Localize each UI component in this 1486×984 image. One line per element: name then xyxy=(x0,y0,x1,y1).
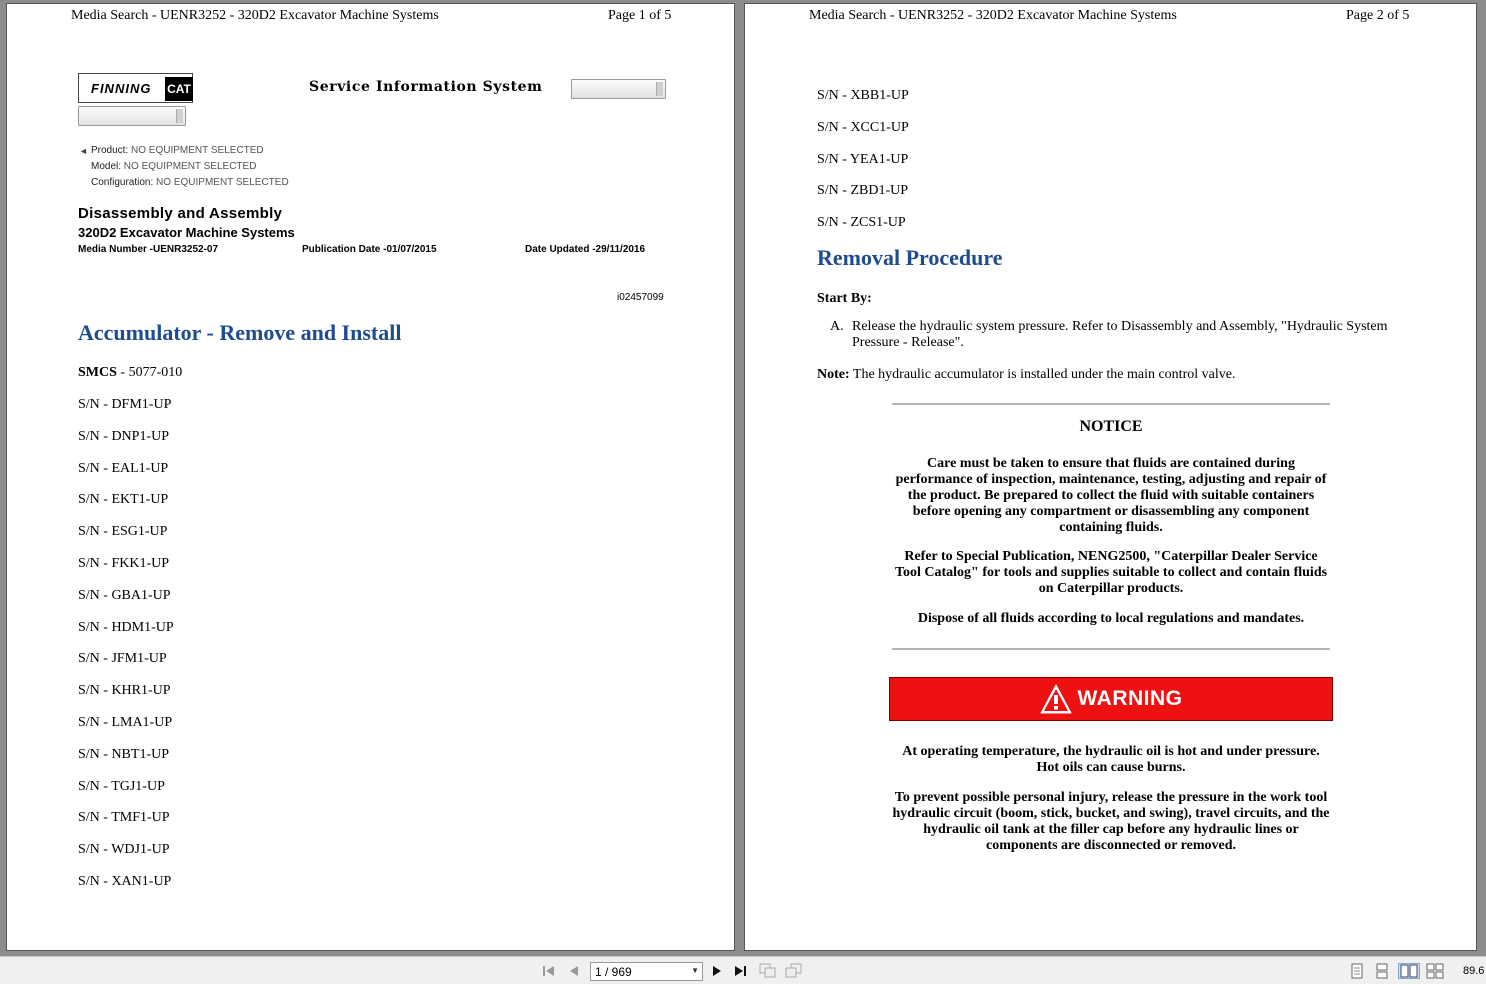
serial-item: S/N - XBB1-UP xyxy=(817,88,909,103)
warning-triangle-icon xyxy=(1040,684,1072,714)
notice-bottom-rule xyxy=(892,648,1330,650)
procedure-step xyxy=(830,319,1410,351)
warning-paragraph: At operating temperature, the hydraulic oil is hot and under pressure. Hot oils can cause burns. xyxy=(902,744,1320,775)
zoom-level[interactable]: 89.6 xyxy=(1463,965,1485,977)
copy-page-icon[interactable] xyxy=(759,963,777,979)
configuration-label: Configuration: xyxy=(91,177,154,188)
smcs-value: - 5077-010 xyxy=(116,365,183,380)
smcs-line xyxy=(78,365,182,381)
serial-item: S/N - TGJ1-UP xyxy=(78,778,165,794)
logo-text: FINNING xyxy=(91,80,152,96)
form-control-left[interactable] xyxy=(78,106,186,126)
previous-page-icon[interactable] xyxy=(565,963,583,979)
notice-top-rule xyxy=(892,403,1330,405)
page-number-input[interactable] xyxy=(590,962,703,981)
note-text: The hydraulic accumulator is installed under the main control valve. xyxy=(849,367,1236,382)
serial-item: S/N - HDM1-UP xyxy=(78,619,174,635)
media-number: Media Number -UENR3252-07 xyxy=(78,244,219,255)
serial-item: S/N - FKK1-UP xyxy=(78,555,170,571)
serial-item: S/N - XCC1-UP xyxy=(817,119,909,135)
product-row xyxy=(91,145,264,156)
single-page-view-icon[interactable] xyxy=(1348,963,1366,979)
configuration-row xyxy=(91,177,289,188)
next-page-icon[interactable] xyxy=(708,963,726,979)
step-text: Release the hydraulic system pressure. Refer to Disassembly and Assembly, "Hydraulic System Pressure - Release". xyxy=(852,319,1388,350)
serial-item: S/N - ZCS1-UP xyxy=(817,215,906,231)
step-marker: A. xyxy=(830,319,844,334)
notice-title: NOTICE xyxy=(1079,418,1143,435)
last-page-icon[interactable] xyxy=(732,963,750,979)
publication-date: Publication Date -01/07/2015 xyxy=(302,244,437,255)
serial-item: S/N - TMF1-UP xyxy=(78,810,170,826)
paste-page-icon[interactable] xyxy=(785,963,803,979)
note-line xyxy=(817,367,1235,383)
two-page-continuous-icon[interactable] xyxy=(1426,963,1444,979)
serial-item: S/N - GBA1-UP xyxy=(78,587,171,603)
serial-item: S/N - KHR1-UP xyxy=(78,683,171,699)
first-page-icon[interactable] xyxy=(540,963,558,979)
product-label: Product: xyxy=(91,145,129,156)
notice-paragraph: Dispose of all fluids according to local regulations and mandates. xyxy=(917,611,1305,626)
section-heading: Accumulator - Remove and Install xyxy=(78,320,402,345)
serial-list xyxy=(78,397,174,906)
serial-item: S/N - DFM1-UP xyxy=(78,397,172,412)
warning-banner xyxy=(889,677,1333,721)
page-header-number: Page 2 of 5 xyxy=(1346,8,1410,23)
finning-cat-logo xyxy=(78,73,193,103)
date-updated: Date Updated -29/11/2016 xyxy=(525,244,646,255)
cat-logo: CAT xyxy=(165,77,193,101)
pdf-page-2 xyxy=(744,3,1477,951)
page-header-title: Media Search - UENR3252 - 320D2 Excavator Machine Systems xyxy=(71,8,439,23)
model-label: Model: xyxy=(91,161,122,172)
configuration-value: NO EQUIPMENT SELECTED xyxy=(156,177,289,188)
continuous-view-icon[interactable] xyxy=(1373,963,1391,979)
serial-list xyxy=(817,88,909,247)
collapse-arrow-icon[interactable]: ◄ xyxy=(79,146,88,156)
chevron-down-icon[interactable]: ▼ xyxy=(691,966,699,975)
page-header-title: Media Search - UENR3252 - 320D2 Excavator Machine Systems xyxy=(809,8,1177,23)
serial-item: S/N - XAN1-UP xyxy=(78,873,172,889)
serial-item: S/N - DNP1-UP xyxy=(78,428,170,444)
page-header-number: Page 1 of 5 xyxy=(608,8,672,23)
serial-item: S/N - LMA1-UP xyxy=(78,714,173,730)
warning-paragraph: To prevent possible personal injury, release the pressure in the work tool hydraulic circuit (boom, stick, bucket, and swing), travel circuits, and the hydraulic oil tank at the filler cap before any hydraulic lines or components are disconnected or removed. xyxy=(892,790,1330,853)
start-by-label: Start By: xyxy=(817,291,872,306)
warning-label: WARNING xyxy=(1077,687,1183,710)
doc-title: Disassembly and Assembly xyxy=(78,205,283,222)
notice-paragraph: Care must be taken to ensure that fluids are contained during performance of inspection, maintenance, testing, adjusting and repair of the product. Be prepared to collect the fluid with suitable containers before opening any compartment or disassembling any component containing fluids. xyxy=(895,456,1327,535)
doc-id: i02457099 xyxy=(617,292,664,303)
notice-paragraph: Refer to Special Publication, NENG2500, "Caterpillar Dealer Service Tool Catalog" for tools and supplies suitable to collect and contain fluids on Caterpillar products. xyxy=(894,549,1328,596)
smcs-label: SMCS xyxy=(78,365,117,380)
model-row xyxy=(91,161,256,172)
serial-item: S/N - WDJ1-UP xyxy=(78,842,170,858)
page-indicator: 1 / 969 xyxy=(595,965,632,979)
serial-item: S/N - YEA1-UP xyxy=(817,151,909,167)
model-value: NO EQUIPMENT SELECTED xyxy=(123,161,257,172)
two-page-view-icon[interactable] xyxy=(1398,963,1420,979)
serial-item: S/N - JFM1-UP xyxy=(78,651,167,667)
serial-item: S/N - EKT1-UP xyxy=(78,492,169,508)
pdf-page-1 xyxy=(6,3,735,951)
serial-item: S/N - NBT1-UP xyxy=(78,746,170,762)
note-label: Note: xyxy=(817,367,850,382)
doc-subtitle: 320D2 Excavator Machine Systems xyxy=(78,225,295,240)
sis-title: Service Information System xyxy=(309,79,543,95)
serial-item: S/N - ZBD1-UP xyxy=(817,183,909,199)
viewer-toolbar xyxy=(0,956,1486,984)
form-control-right[interactable] xyxy=(571,79,666,99)
product-value: NO EQUIPMENT SELECTED xyxy=(131,145,264,156)
section-heading: Removal Procedure xyxy=(817,245,1003,270)
serial-item: S/N - ESG1-UP xyxy=(78,524,168,540)
serial-item: S/N - EAL1-UP xyxy=(78,460,169,476)
